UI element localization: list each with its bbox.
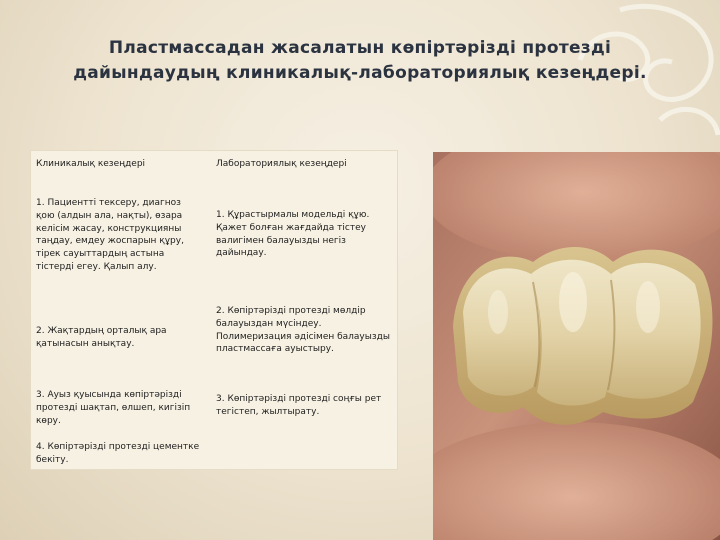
clinical-header: Клиникалық кезеңдері bbox=[36, 159, 146, 169]
clinical-stage-4: 4. Көпіртәрізді протезді цементке бекіту. bbox=[36, 442, 200, 465]
clinical-stage-1: 1. Пациентті тексеру, диагноз қою (алдын ала, нақты), өзара келісім жасау, конструкцияны таңдау, емдеу жоспарын құру, тірек сауыттардың астына тістерді егеу. Қалып алу. bbox=[36, 198, 184, 272]
clinical-stage-3: 3. Ауыз қуысында көпіртәрізді протезді шақтап, өлшеп, кигізіп көру. bbox=[36, 390, 191, 426]
laboratory-stage-3: 3. Көпіртәрізді протезді соңғы рет тегістеп, жылтырату. bbox=[216, 394, 382, 417]
slide-title: Пластмассадан жасалатын көпіртәрізді протезді дайындаудың клиникалық-лабораториялық кезеңдері. bbox=[73, 38, 647, 83]
laboratory-header: Лабораториялық кезеңдері bbox=[216, 159, 347, 169]
stages-table bbox=[30, 150, 398, 470]
laboratory-stage-2: 2. Көпіртәрізді протезді мөлдір балауыздан мүсіндеу. Полимеризация әдісімен балауызды пластмассаға ауыстыру. bbox=[216, 306, 390, 355]
laboratory-stage-1: 1. Құрастырмалы модельді құю. Қажет болған жағдайда тістеу валигімен балауызды негіз дайындау. bbox=[216, 210, 370, 259]
clinical-stage-2: 2. Жақтардың орталық ара қатынасын анықтау. bbox=[36, 326, 167, 349]
bridge-prosthesis-photo bbox=[433, 152, 720, 540]
